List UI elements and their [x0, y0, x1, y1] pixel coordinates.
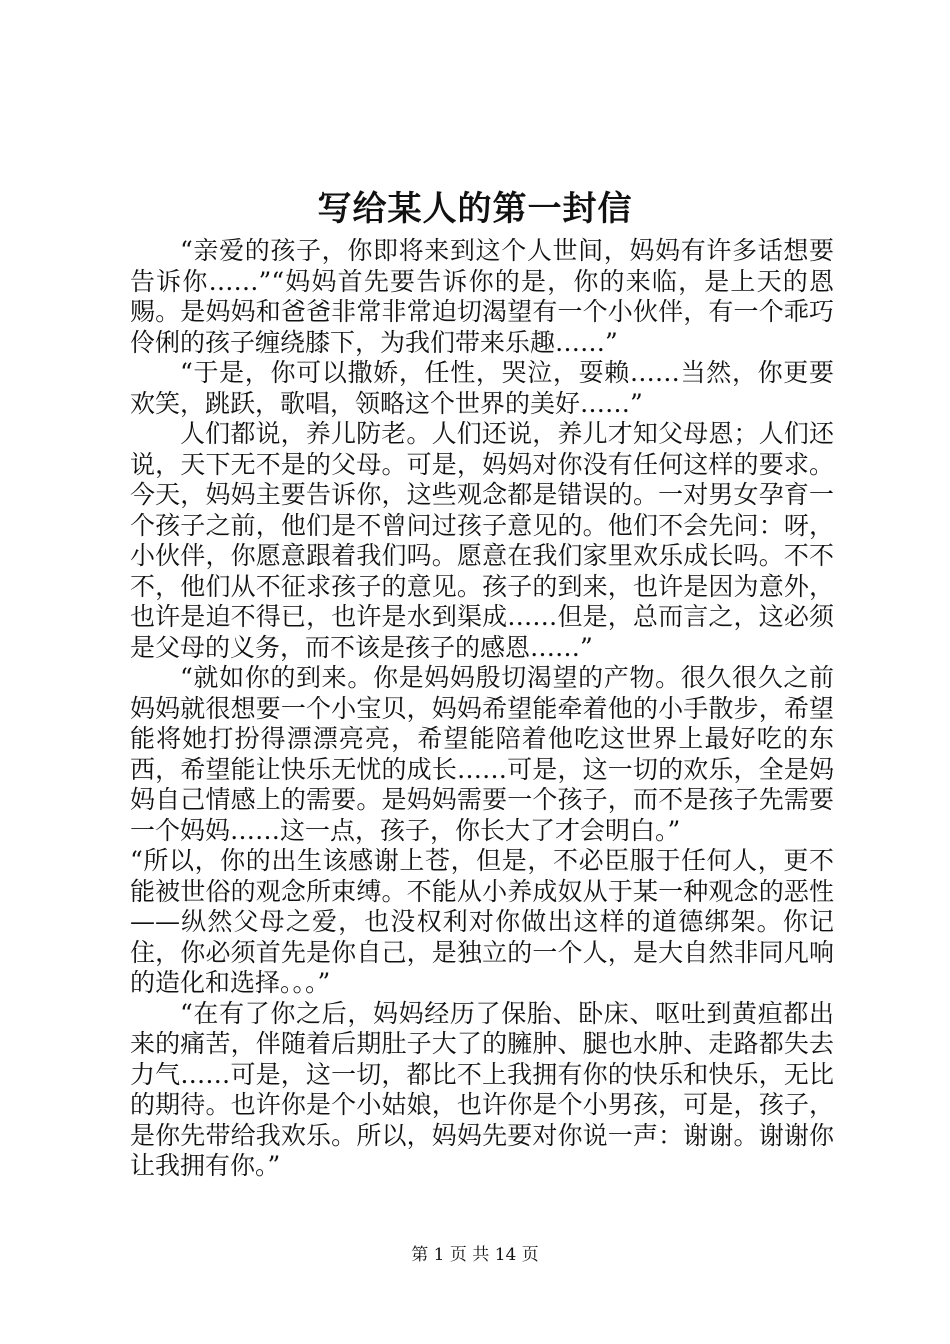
page-number-footer: 第 1 页 共 14 页 — [411, 1245, 539, 1265]
document-title: 写给某人的第一封信 — [317, 189, 633, 229]
letter-body — [130, 236, 834, 1182]
paragraph-5: “所以，你的出生该感谢上苍，但是，不必臣服于任何人，更不能被世俗的观念所束缚。不能从小养成奴从于某一种观念的恶性——纵然父母之爱，也没权利对你做出这样的道德绑架。你记住，你必须首先是你自己，是独立的一个人，是大自然非同凡响的造化和选择。。。” — [130, 846, 834, 997]
paragraph-4: “就如你的到来。你是妈妈殷切渴望的产物。很久很久之前妈妈就很想要一个小宝贝，妈妈希望能牵着他的小手散步，希望能将她打扮得漂漂亮亮，希望能陪着他吃这世界上最好吃的东西，希望能让快乐无忧的成长……可是，这一切的欢乐，全是妈妈自己情感上的需要。是妈妈需要一个孩子，而不是孩子先需要一个妈妈……这一点，孩子，你长大了才会明白。” — [130, 663, 834, 845]
paragraph-2: “于是，你可以撒娇，任性，哭泣，耍赖……当然，你更要欢笑，跳跃，歌唱，领略这个世界的美好……” — [130, 358, 834, 418]
paragraph-1: “亲爱的孩子，你即将来到这个人世间，妈妈有许多话想要告诉你……”“妈妈首先要告诉你的是，你的来临，是上天的恩赐。是妈妈和爸爸非常非常迫切渴望有一个小伙伴，有一个乖巧伶俐的孩子缠绕膝下，为我们带来乐趣……” — [130, 236, 834, 357]
paragraph-6: “在有了你之后，妈妈经历了保胎、卧床、呕吐到黄疸都出来的痛苦，伴随着后期肚子大了的臃肿、腿也水肿、走路都失去力气……可是，这一切，都比不上我拥有你的快乐和快乐，无比的期待。也许你是个小姑娘，也许你是个小男孩，可是，孩子，是你先带给我欢乐。所以，妈妈先要对你说一声：谢谢。谢谢你让我拥有你。” — [130, 998, 834, 1180]
paragraph-3: 人们都说，养儿防老。人们还说，养儿才知父母恩；人们还说，天下无不是的父母。可是，妈妈对你没有任何这样的要求。今天，妈妈主要告诉你，这些观念都是错误的。一对男女孕育一个孩子之前，他们是不曾问过孩子意见的。他们不会先问：呀，小伙伴，你愿意跟着我们吗。愿意在我们家里欢乐成长吗。不不不，他们从不征求孩子的意见。孩子的到来，也许是因为意外，也许是迫不得已，也许是水到渠成……但是，总而言之，这必须是父母的义务，而不该是孩子的感恩……” — [130, 419, 834, 662]
